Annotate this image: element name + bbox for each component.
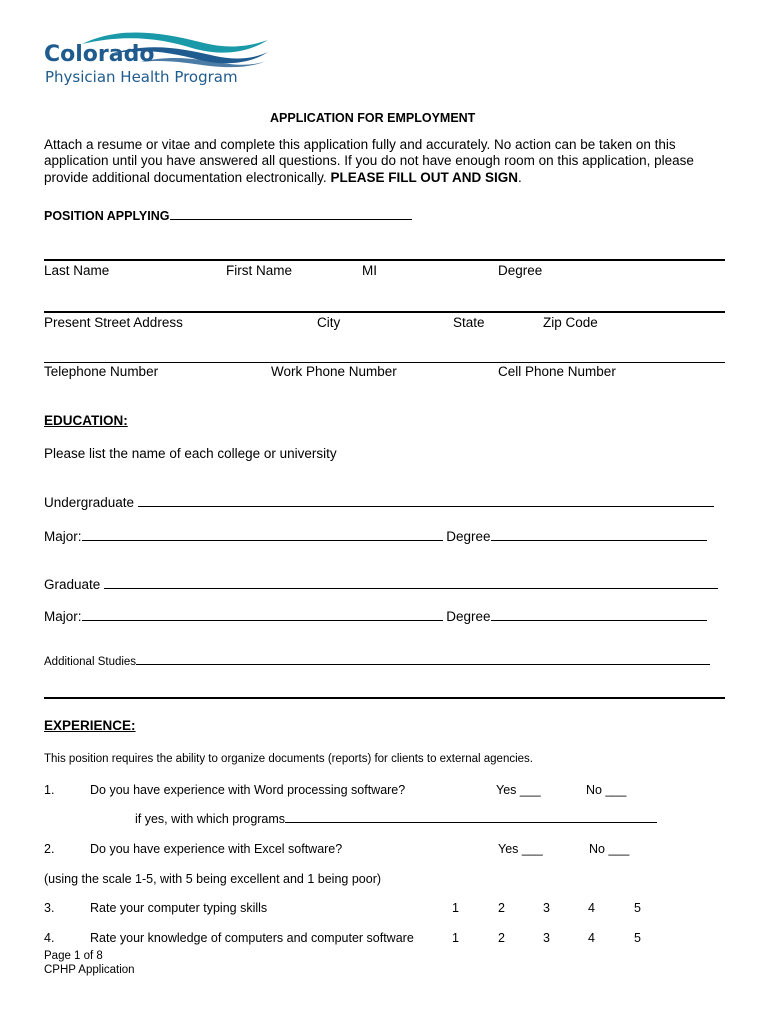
q3-rating-2[interactable]: 2: [498, 901, 505, 915]
q2-text: Do you have experience with Excel software?: [90, 842, 343, 856]
zip-code-label: Zip Code: [543, 315, 598, 330]
undergraduate-label: Undergraduate: [44, 495, 135, 510]
intro-line-3-text: provide additional documentation electronically.: [44, 170, 327, 185]
q3-rating-4[interactable]: 4: [588, 901, 595, 915]
undergrad-major-field[interactable]: [82, 528, 443, 541]
undergraduate-field[interactable]: [138, 494, 714, 507]
graduate-row: [44, 576, 718, 592]
q4-text: Rate your knowledge of computers and computer software: [90, 931, 414, 945]
q1-number: 1.: [44, 783, 55, 797]
q4-rating-1[interactable]: 1: [452, 931, 459, 945]
grad-degree-field[interactable]: [491, 608, 707, 621]
q1-no[interactable]: No ___: [586, 783, 627, 797]
name-field-line[interactable]: [44, 259, 725, 261]
undergrad-degree-field[interactable]: [491, 528, 707, 541]
undergrad-major-row: [44, 528, 707, 544]
cell-phone-label: Cell Phone Number: [498, 364, 616, 379]
q3-number: 3.: [44, 901, 55, 915]
degree-label: Degree: [498, 263, 543, 278]
page-number: Page 1 of 8: [44, 950, 103, 962]
q3-rating-1[interactable]: 1: [452, 901, 459, 915]
graduate-field[interactable]: [104, 576, 718, 589]
position-applying-field[interactable]: [170, 207, 412, 220]
position-applying-label: POSITION APPLYING: [44, 209, 170, 223]
q2-yes[interactable]: Yes ___: [498, 842, 543, 856]
undergraduate-row: [44, 494, 714, 510]
q1-yes[interactable]: Yes ___: [496, 783, 541, 797]
grad-degree-label: Degree: [446, 609, 491, 624]
q1-text: Do you have experience with Word processing software?: [90, 783, 406, 797]
logo-subtitle: Physician Health Program: [45, 68, 238, 86]
undergrad-degree-label: Degree: [446, 529, 491, 544]
grad-major-row: [44, 608, 707, 624]
mi-label: MI: [362, 263, 377, 278]
graduate-label: Graduate: [44, 577, 101, 592]
q2-no[interactable]: No ___: [589, 842, 630, 856]
undergrad-major-label: Major:: [44, 529, 82, 544]
scale-note: (using the scale 1-5, with 5 being excellent and 1 being poor): [44, 872, 382, 886]
intro-line-1: Attach a resume or vitae and complete this application fully and accurately. No action can be taken on this: [44, 137, 676, 152]
q4-rating-4[interactable]: 4: [588, 931, 595, 945]
education-prompt: Please list the name of each college or university: [44, 446, 337, 461]
logo-title: Colorado: [44, 42, 155, 67]
q4-rating-5[interactable]: 5: [634, 931, 641, 945]
q1-followup-row: [135, 812, 657, 826]
intro-line-3-period: .: [517, 170, 522, 185]
first-name-label: First Name: [226, 263, 293, 278]
address-field-line[interactable]: [44, 311, 725, 313]
additional-studies-field[interactable]: [136, 654, 710, 665]
phone-field-line[interactable]: [44, 362, 725, 363]
experience-intro: This position requires the ability to organize documents (reports) for clients to external agencies.: [44, 753, 533, 765]
q3-rating-5[interactable]: 5: [634, 901, 641, 915]
document-name: CPHP Application: [44, 964, 135, 976]
state-label: State: [453, 315, 485, 330]
intro-line-3: [44, 170, 522, 185]
additional-studies-label: Additional Studies: [44, 656, 137, 668]
grad-major-label: Major:: [44, 609, 82, 624]
education-heading: EDUCATION:: [44, 413, 128, 428]
city-label: City: [317, 315, 341, 330]
grad-major-field[interactable]: [82, 608, 443, 621]
last-name-label: Last Name: [44, 263, 110, 278]
q1-programs-field[interactable]: [285, 812, 657, 823]
additional-studies-row: [44, 654, 710, 668]
q3-rating-3[interactable]: 3: [543, 901, 550, 915]
q4-number: 4.: [44, 931, 55, 945]
page-title: APPLICATION FOR EMPLOYMENT: [270, 111, 476, 125]
q4-rating-2[interactable]: 2: [498, 931, 505, 945]
experience-heading: EXPERIENCE:: [44, 718, 136, 733]
telephone-label: Telephone Number: [44, 364, 159, 379]
q1-followup-label: if yes, with which programs: [135, 812, 286, 826]
q2-number: 2.: [44, 842, 55, 856]
work-phone-label: Work Phone Number: [271, 364, 397, 379]
fill-and-sign-notice: PLEASE FILL OUT AND SIGN: [330, 170, 518, 185]
q3-text: Rate your computer typing skills: [90, 901, 268, 915]
intro-line-2: application until you have answered all questions. If you do not have enough room on this application, please: [44, 153, 694, 168]
position-applying: [44, 207, 412, 223]
additional-studies-line-2[interactable]: [44, 697, 725, 699]
street-address-label: Present Street Address: [44, 315, 183, 330]
q4-rating-3[interactable]: 3: [543, 931, 550, 945]
